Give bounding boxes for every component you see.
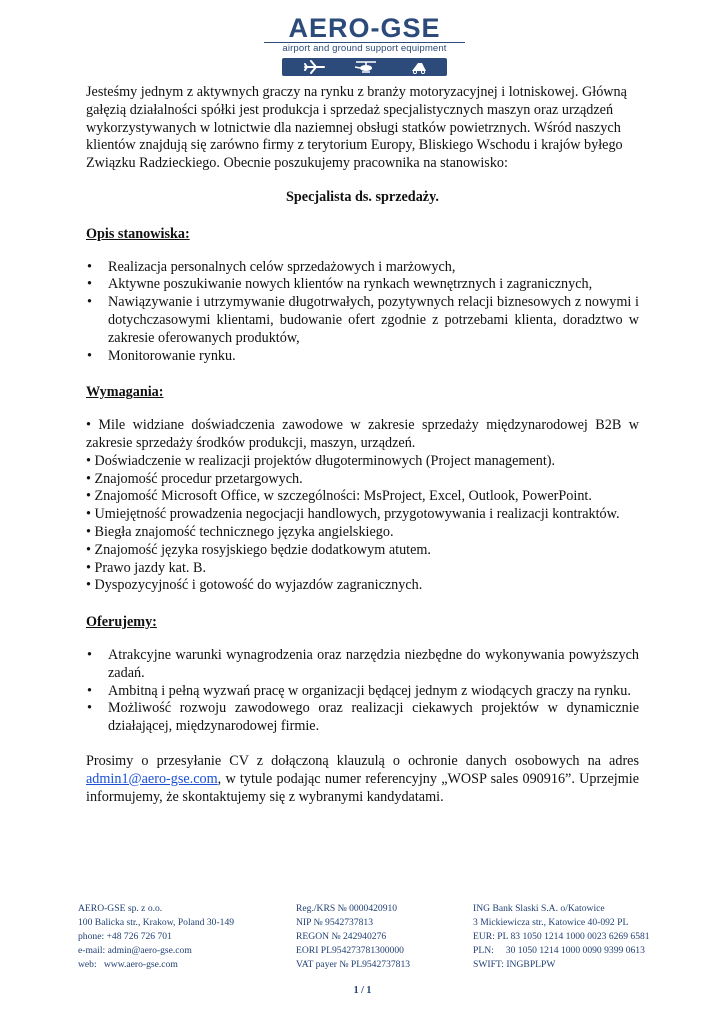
list-item: • Atrakcyjne warunki wynagrodzenia oraz narzędzia niezbędne do wykonywania powyższych zadań. bbox=[86, 647, 639, 683]
list-item: • Monitorowanie rynku. bbox=[86, 348, 639, 366]
requirements-list bbox=[86, 417, 639, 595]
list-item: • Nawiązywanie i utrzymywanie długotrwałych, pozytywnych relacji biznesowych z nowymi i dotychczasowymi klientami, budowanie ofert zgodnie z potrzebami klienta, doradztwo w zakresie oferowanych produktów, bbox=[86, 294, 639, 347]
footer-line: e-mail: admin@aero-gse.com bbox=[78, 944, 192, 956]
airplane-icon bbox=[304, 60, 326, 74]
footer-line: phone: +48 726 726 701 bbox=[78, 930, 172, 942]
offer-heading: Oferujemy: bbox=[86, 614, 157, 631]
footer-company-info bbox=[78, 902, 234, 972]
page-number: 1 / 1 bbox=[353, 985, 372, 996]
logo-subtitle: airport and ground support equipment bbox=[264, 42, 465, 55]
list-item: • Dyspozycyjność i gotowość do wyjazdów zagranicznych. bbox=[86, 577, 423, 594]
footer-line: ING Bank Slaski S.A. o/Katowice bbox=[473, 903, 605, 914]
company-logo bbox=[262, 14, 467, 74]
footer-line: NIP № 9542737813 bbox=[296, 916, 374, 928]
footer-line: PLN: 30 1050 1214 1000 0090 9399 0613 bbox=[473, 944, 645, 956]
requirements-heading: Wymagania: bbox=[86, 384, 164, 401]
footer-line: Reg./KRS № 0000420910 bbox=[296, 903, 398, 914]
ground-vehicle-icon bbox=[410, 60, 428, 74]
footer-line: SWIFT: INGBPLPW bbox=[473, 958, 556, 970]
footer-line: 3 Mickiewicza str., Katowice 40-092 PL bbox=[473, 916, 629, 928]
contact-text-before: Prosimy o przesyłanie CV z dołączoną klauzulą o ochronie danych osobowych na adres bbox=[86, 752, 639, 769]
footer-line: AERO-GSE sp. z o.o. bbox=[78, 903, 163, 914]
footer-registration-info bbox=[296, 902, 410, 972]
footer-line: VAT payer № PL9542737813 bbox=[296, 958, 411, 970]
list-item: • Aktywne poszukiwanie nowych klientów na rynkach wewnętrznych i zagranicznych, bbox=[86, 276, 639, 294]
logo-title: AERO-GSE bbox=[288, 13, 441, 43]
description-heading: Opis stanowiska: bbox=[86, 225, 190, 242]
list-item: • Umiejętność prowadzenia negocjacji handlowych, przygotowywania i realizacji kontraktów. bbox=[86, 506, 620, 523]
list-item: • Znajomość Microsoft Office, w szczególności: MsProject, Excel, Outlook, PowerPoint. bbox=[86, 488, 592, 505]
list-item: • Biegła znajomość technicznego języka angielskiego. bbox=[86, 523, 394, 540]
footer-line: 100 Balicka str., Krakow, Poland 30-149 bbox=[78, 916, 235, 928]
list-item: • Realizacja personalnych celów sprzedażowych i marżowych, bbox=[86, 259, 639, 277]
list-item: • Możliwość rozwoju zawodowego oraz realizacji ciekawych projektów w dynamicznie działającej, międzynarodowej firmie. bbox=[86, 700, 639, 736]
list-item: • Znajomość procedur przetargowych. bbox=[86, 470, 303, 487]
footer-line: web: www.aero-gse.com bbox=[78, 958, 178, 970]
list-item: • Mile widziane doświadczenia zawodowe w zakresie sprzedaży międzynarodowej B2B w zakresie sprzedaży środków produkcji, maszyn, urządzeń. bbox=[86, 417, 639, 451]
logo-icon-band bbox=[282, 58, 447, 76]
footer-line: EUR: PL 83 1050 1214 1000 0023 6269 6581 bbox=[473, 930, 650, 942]
email-link[interactable]: admin1@aero-gse.com bbox=[86, 770, 218, 787]
footer-bank-info bbox=[473, 902, 650, 972]
contact-text-after: , w tytule podając numer referencyjny „WOSP sales 090916”. Uprzejmie informujemy, że skontaktujemy się z wybranymi kandydatami. bbox=[86, 770, 639, 805]
list-item: • Znajomość języka rosyjskiego będzie dodatkowym atutem. bbox=[86, 541, 431, 558]
contact-paragraph bbox=[86, 753, 639, 806]
footer-line: EORI PL954273781300000 bbox=[296, 944, 404, 956]
intro-paragraph: Jesteśmy jednym z aktywnych graczy na rynku z branży motoryzacyjnej i lotniskowej. Główną gałęzią działalności spółki jest produkcja i sprzedaż specjalistycznych maszyn oraz urządzeń wykorzystywanych w lotnictwie dla naziemnej obsługi statków powietrznych. Wśród naszych klientów znajdują się zarówno firmy z terytorium Europy, Bliskiego Wschodu i krajów byłego Związku Radzieckiego. Obecnie poszukujemy pracownika na stanowisko: bbox=[86, 84, 627, 172]
list-item: • Doświadczenie w realizacji projektów długoterminowych (Project management). bbox=[86, 452, 556, 469]
helicopter-icon bbox=[354, 60, 378, 74]
job-title: Specjalista ds. sprzedaży. bbox=[286, 188, 439, 205]
footer-line: REGON № 242940276 bbox=[296, 930, 387, 942]
document-body bbox=[86, 84, 639, 806]
list-item: • Ambitną i pełną wyzwań pracę w organizacji będącej jednym z wiodących graczy na rynku. bbox=[86, 683, 639, 701]
description-list bbox=[86, 259, 639, 366]
offer-list bbox=[86, 647, 639, 736]
list-item: • Prawo jazdy kat. B. bbox=[86, 559, 207, 576]
